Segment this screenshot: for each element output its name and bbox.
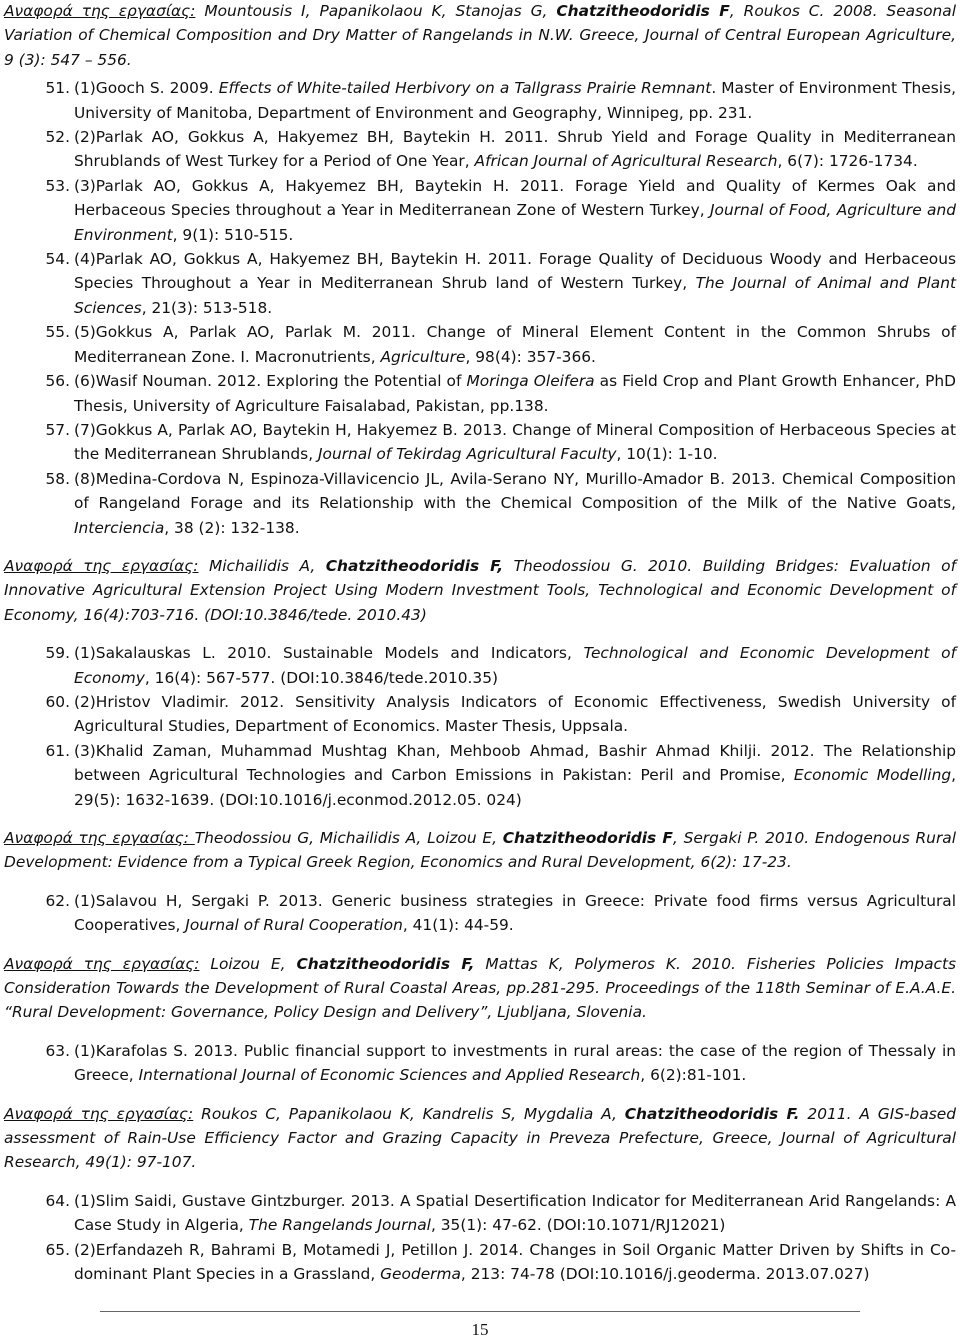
citation-list-2 <box>4 641 956 812</box>
citation-text: (3)Khalid Zaman, Muhammad Mushtag Khan, Mehboob Ahmad, Bashir Ahmad Khilji. 2012. The Relationship between Agricultural Technologies and Carbon Emissions in Pakistan: Peril and Promise, Economic Modelling, 29(5): 1632-1639. (DOI:10.1016/j.econmod.2012.05. 024) <box>74 741 957 809</box>
citation-number: 64. <box>45 1191 70 1210</box>
journal-title: The Journal of Animal and Plant Sciences <box>74 274 956 317</box>
citation-entry <box>4 320 956 369</box>
cited-work-5: Αναφορά της εργασίας: Roukos C, Papanikolaou K, Kandrelis S, Mygdalia A, Chatzitheodoridis F. 2011. A GIS-based assessment of Rain-Use Efficiency Factor and Grazing Capacity in Preveza Prefecture, Greece, Journal of Agricultural Research, 49(1): 97-107. <box>4 1104 957 1172</box>
journal-title: International Journal of Economic Sciences and Applied Research <box>138 1066 641 1085</box>
citation-entry <box>4 1238 956 1287</box>
reference-label: Αναφορά της εργασίας: <box>4 1104 194 1123</box>
citation-text: (4)Parlak AO, Gokkus A, Hakyemez BH, Baytekin H. 2011. Forage Quality of Deciduous Woody and Herbaceous Species Throughout a Year in Mediterranean Shrub land of Western Turkey, The Journal of Animal and Plant Sciences, 21(3): 513-518. <box>74 250 956 317</box>
journal-title: Effects of White-tailed Herbivory on a Tallgrass Prairie Remnant <box>218 79 712 98</box>
citation-entry <box>4 76 956 125</box>
citation-text: (1)Slim Saidi, Gustave Gintzburger. 2013. A Spatial Desertification Indicator for Mediterranean Arid Rangelands: A Case Study in Algeria, The Rangelands Journal, 35(1): 47-62. (DOI:10.1071/RJ12021) <box>74 1191 956 1235</box>
citation-number: 61. <box>45 741 70 760</box>
citation-number: 56. <box>45 372 70 391</box>
citation-number: 57. <box>45 420 70 439</box>
citation-text: (5)Gokkus A, Parlak AO, Parlak M. 2011. Change of Mineral Element Content in the Common Shrubs of Mediterranean Zone. I. Macronutrients, Agriculture, 98(4): 357-366. <box>74 323 956 366</box>
citation-text: (6)Wasif Nouman. 2012. Exploring the Potential of Moringa Oleifera as Field Crop and Plant Growth Enhancer, PhD Thesis, University of Agriculture Faisalabad, Pakistan, pp.138. <box>74 372 956 415</box>
cited-work-2: Αναφορά της εργασίας: Michailidis A, Chatzitheodoridis F, Theodossiou G. 2010. Building Bridges: Evaluation of Innovative Agricultural Extension Project Using Modern Investment Tools, Technological and Economic Development of Economy, 16(4):703-716. (DOI:10.3846/tede. 2010.43) <box>4 556 956 624</box>
citation-entry <box>4 889 956 938</box>
citation-number: 60. <box>45 692 70 711</box>
citation-text: (1)Karafolas S. 2013. Public financial support to investments in rural areas: the case of the region of Thessaly in Greece, International Journal of Economic Sciences and Applied Research, 6(2):81-101. <box>74 1041 956 1085</box>
journal-title: The Rangelands Journal <box>248 1216 431 1235</box>
citation-entry <box>4 1189 956 1238</box>
citation-text: (2)Parlak AO, Gokkus A, Hakyemez BH, Baytekin H. 2011. Shrub Yield and Forage Quality in Mediterranean Shrublands of West Turkey for a Period of One Year, African Journal of Agricultural Research, 6(7): 1726-1734. <box>74 128 956 171</box>
footer-divider <box>100 1311 860 1312</box>
citation-number: 53. <box>45 176 70 195</box>
citation-number: 59. <box>45 644 70 663</box>
citation-entry <box>4 690 956 739</box>
citation-entry <box>4 739 956 812</box>
journal-title: Economic Modelling <box>793 766 952 785</box>
citation-list-4 <box>4 1039 956 1088</box>
citation-text: (1)Gooch S. 2009. Effects of White-tailed Herbivory on a Tallgrass Prairie Remnant. Master of Environment Thesis, University of Manitoba, Department of Environment and Geography, Winnipeg, pp. 231. <box>74 79 956 122</box>
citation-entry <box>4 174 956 247</box>
citation-list-1 <box>4 76 956 540</box>
citation-number: 65. <box>45 1240 70 1259</box>
citation-entry <box>4 125 956 174</box>
citation-number: 63. <box>45 1041 70 1060</box>
cited-work-4: Αναφορά της εργασίας: Loizou E, Chatzitheodoridis F, Mattas K, Polymeros K. 2010. Fisheries Policies Impacts Consideration Towards the Development of Rural Coastal Areas, pp.281-295. Proceedings of the 118th Seminar of E.A.A.E. “Rural Development: Governance, Policy Design and Delivery”, Ljubljana, Slovenia. <box>4 954 957 1022</box>
citation-number: 55. <box>45 323 70 342</box>
citation-entry <box>4 247 956 320</box>
citation-list-3 <box>4 889 956 938</box>
reference-label: Αναφορά της εργασίας: <box>4 954 200 973</box>
citation-entry <box>4 467 956 540</box>
citation-text: (1)Salavou H, Sergaki P. 2013. Generic business strategies in Greece: Private food firms versus Agricultural Cooperatives, Journal of Rural Cooperation, 41(1): 44-59. <box>74 891 956 935</box>
citation-text: (8)Medina-Cordova N, Espinoza-Villavicencio JL, Avila-Serano NY, Murillo-Amador B. 2013. Chemical Composition of Rangeland Forage and its Relationship with the Chemical Composition of the Milk of the Native Goats, Interciencia, 38 (2): 132-138. <box>74 469 956 537</box>
journal-title: Journal of Tekirdag Agricultural Faculty <box>317 445 617 464</box>
journal-title: Geoderma <box>380 1265 461 1284</box>
citation-number: 54. <box>45 250 70 269</box>
citation-text: (2)Erfandazeh R, Bahrami B, Motamedi J, Petillon J. 2014. Changes in Soil Organic Matter Driven by Shifts in Co-dominant Plant Species in a Grassland, Geoderma, 213: 74-78 (DOI:10.1016/j.geoderma. 2013.07.027) <box>74 1240 956 1284</box>
reference-label: Αναφορά της εργασίας: <box>4 556 199 575</box>
document-page <box>4 0 956 1287</box>
citation-text: (1)Sakalauskas L. 2010. Sustainable Models and Indicators, Technological and Economic Development of Economy, 16(4): 567-577. (DOI:10.3846/tede.2010.35) <box>74 644 957 687</box>
page-number: 15 <box>471 1320 489 1339</box>
citation-number: 52. <box>45 128 70 147</box>
journal-title: Agriculture <box>380 347 466 366</box>
journal-title: Interciencia <box>74 518 165 537</box>
citation-text: (7)Gokkus A, Parlak AO, Baytekin H, Hakyemez B. 2013. Change of Mineral Composition of Herbaceous Species at the Mediterranean Shrublands, Journal of Tekirdag Agricultural Faculty, 10(1): 1-10. <box>74 420 956 464</box>
journal-title: Moringa Oleifera <box>466 372 595 391</box>
citation-number: 51. <box>45 79 70 98</box>
citation-text: (2)Hristov Vladimir. 2012. Sensitivity Analysis Indicators of Economic Effectiveness, Swedish University of Agricultural Studies, Department of Economics. Master Thesis, Uppsala. <box>74 692 956 736</box>
reference-label: Αναφορά της εργασίας: <box>4 829 195 847</box>
citation-list-5 <box>4 1189 956 1287</box>
journal-title: African Journal of Agricultural Research <box>474 152 778 171</box>
citation-number: 62. <box>45 891 70 910</box>
cited-work-1: Αναφορά της εργασίας: Mountousis I, Papanikolaou K, Stanojas G, Chatzitheodoridis F, Roukos C. 2008. Seasonal Variation of Chemical Composition and Dry Matter of Rangelands in N.W. Greece, Journal of Central European Agriculture, 9 (3): 547 – 556. <box>4 2 956 69</box>
citation-number: 58. <box>45 469 70 488</box>
cited-work-3: Αναφορά της εργασίας: Theodossiou G, Michailidis A, Loizou E, Chatzitheodoridis F, Sergaki P. 2010. Endogenous Rural Development: Evidence from a Typical Greek Region, Economics and Rural Development, 6(2): 17-23. <box>4 829 956 872</box>
citation-entry <box>4 1039 956 1088</box>
citation-entry <box>4 369 956 418</box>
journal-title: Journal of Rural Cooperation <box>185 916 403 935</box>
citation-entry <box>4 418 956 467</box>
journal-title: Journal of Food, Agriculture and Environment <box>74 201 956 244</box>
citation-entry <box>4 641 956 690</box>
citation-text: (3)Parlak AO, Gokkus A, Hakyemez BH, Baytekin H. 2011. Forage Yield and Quality of Kermes Oak and Herbaceous Species throughout a Year in Mediterranean Zone of Western Turkey, Journal of Food, Agriculture and Environment, 9(1): 510-515. <box>74 176 956 244</box>
journal-title: Technological and Economic Development of Economy <box>74 644 957 687</box>
reference-label: Αναφορά της εργασίας: <box>4 2 196 20</box>
